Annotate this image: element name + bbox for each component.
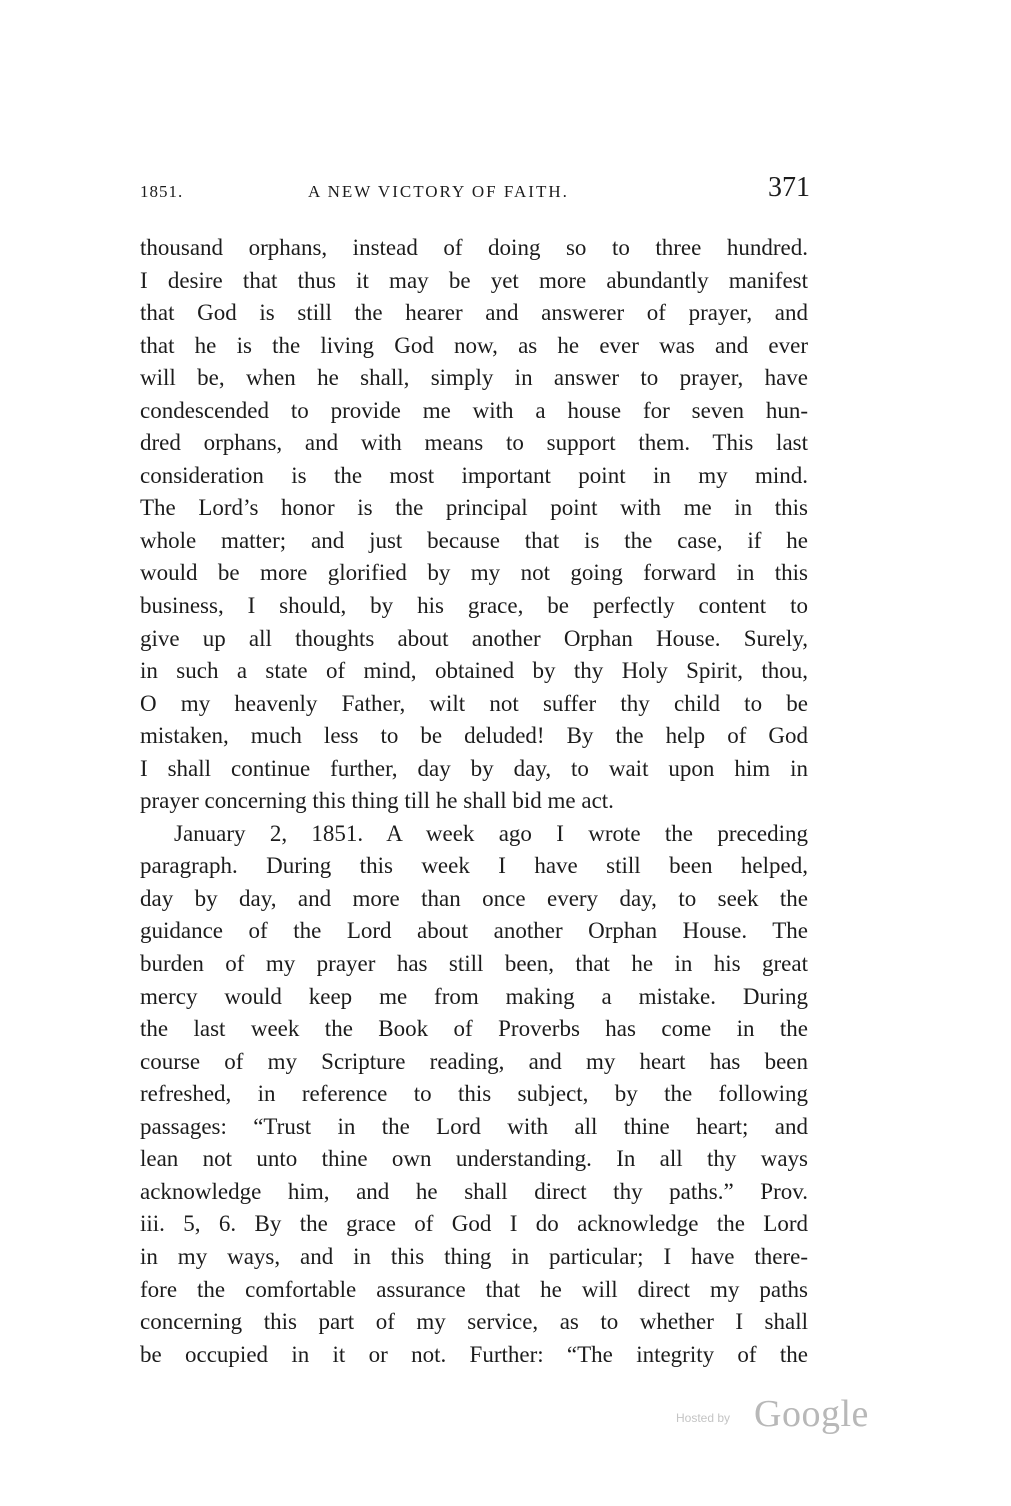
text-line: that God is still the hearer and answerer of prayer, and: [140, 300, 808, 326]
text-line: that he is the living God now, as he ever was and ever: [140, 332, 808, 358]
text-line: business, I should, by his grace, be perfectly content to: [140, 593, 808, 619]
watermark-hosted-by: Hosted by: [676, 1411, 731, 1425]
running-head-year: 1851.: [140, 182, 184, 201]
text-line: the last week the Book of Proverbs has come in the: [140, 1016, 808, 1042]
text-line: January 2, 1851. A week ago I wrote the preceding: [174, 820, 808, 846]
text-line: thousand orphans, instead of doing so to three hundred.: [140, 235, 808, 260]
text-line: acknowledge him, and he shall direct thy paths.” Prov.: [140, 1178, 808, 1204]
hosted-by-google-watermark: [676, 1392, 886, 1436]
text-line: course of my Scripture reading, and my heart has been: [140, 1048, 808, 1074]
text-line: I desire that thus it may be yet more abundantly manifest: [140, 267, 808, 293]
text-line: passages: “Trust in the Lord with all thine heart; and: [140, 1113, 808, 1139]
text-line: dred orphans, and with means to support them. This last: [140, 430, 808, 456]
page-number: 371: [768, 172, 810, 203]
text-line: give up all thoughts about another Orphan House. Surely,: [140, 625, 808, 651]
text-line: mercy would keep me from making a mistake. During: [140, 983, 808, 1009]
text-line: lean not unto thine own understanding. In all thy ways: [140, 1146, 808, 1172]
body-text: [140, 232, 808, 1371]
text-line: condescended to provide me with a house for seven hun-: [140, 397, 808, 423]
text-line: be occupied in it or not. Further: “The integrity of the: [140, 1341, 808, 1367]
running-head-title: A NEW VICTORY OF FAITH.: [308, 182, 569, 201]
text-line: in such a state of mind, obtained by thy Holy Spirit, thou,: [140, 658, 808, 684]
text-line: iii. 5, 6. By the grace of God I do acknowledge the Lord: [140, 1211, 808, 1237]
text-line: day by day, and more than once every day, to seek the: [140, 885, 808, 911]
text-line: paragraph. During this week I have still been helped,: [140, 853, 808, 879]
text-line: will be, when he shall, simply in answer to prayer, have: [140, 365, 808, 391]
text-line: fore the comfortable assurance that he will direct my paths: [140, 1276, 808, 1302]
text-line: burden of my prayer has still been, that he in his great: [140, 951, 808, 977]
running-head: [140, 172, 810, 212]
text-line: in my ways, and in this thing in particular; I have there-: [140, 1243, 808, 1269]
google-logo: Google: [754, 1393, 869, 1435]
text-line: prayer concerning this thing till he shall bid me act.: [140, 788, 614, 814]
text-line: O my heavenly Father, wilt not suffer thy child to be: [140, 690, 808, 716]
text-line: concerning this part of my service, as to whether I shall: [140, 1309, 808, 1335]
text-line: whole matter; and just because that is the case, if he: [140, 527, 808, 553]
text-line: I shall continue further, day by day, to wait upon him in: [140, 755, 808, 781]
text-line: would be more glorified by my not going forward in this: [140, 560, 808, 586]
text-line: The Lord’s honor is the principal point with me in this: [140, 495, 808, 521]
text-line: guidance of the Lord about another Orphan House. The: [140, 918, 808, 944]
text-line: consideration is the most important point in my mind.: [140, 462, 808, 488]
text-line: mistaken, much less to be deluded! By the help of God: [140, 723, 808, 749]
text-line: refreshed, in reference to this subject, by the following: [140, 1081, 808, 1107]
